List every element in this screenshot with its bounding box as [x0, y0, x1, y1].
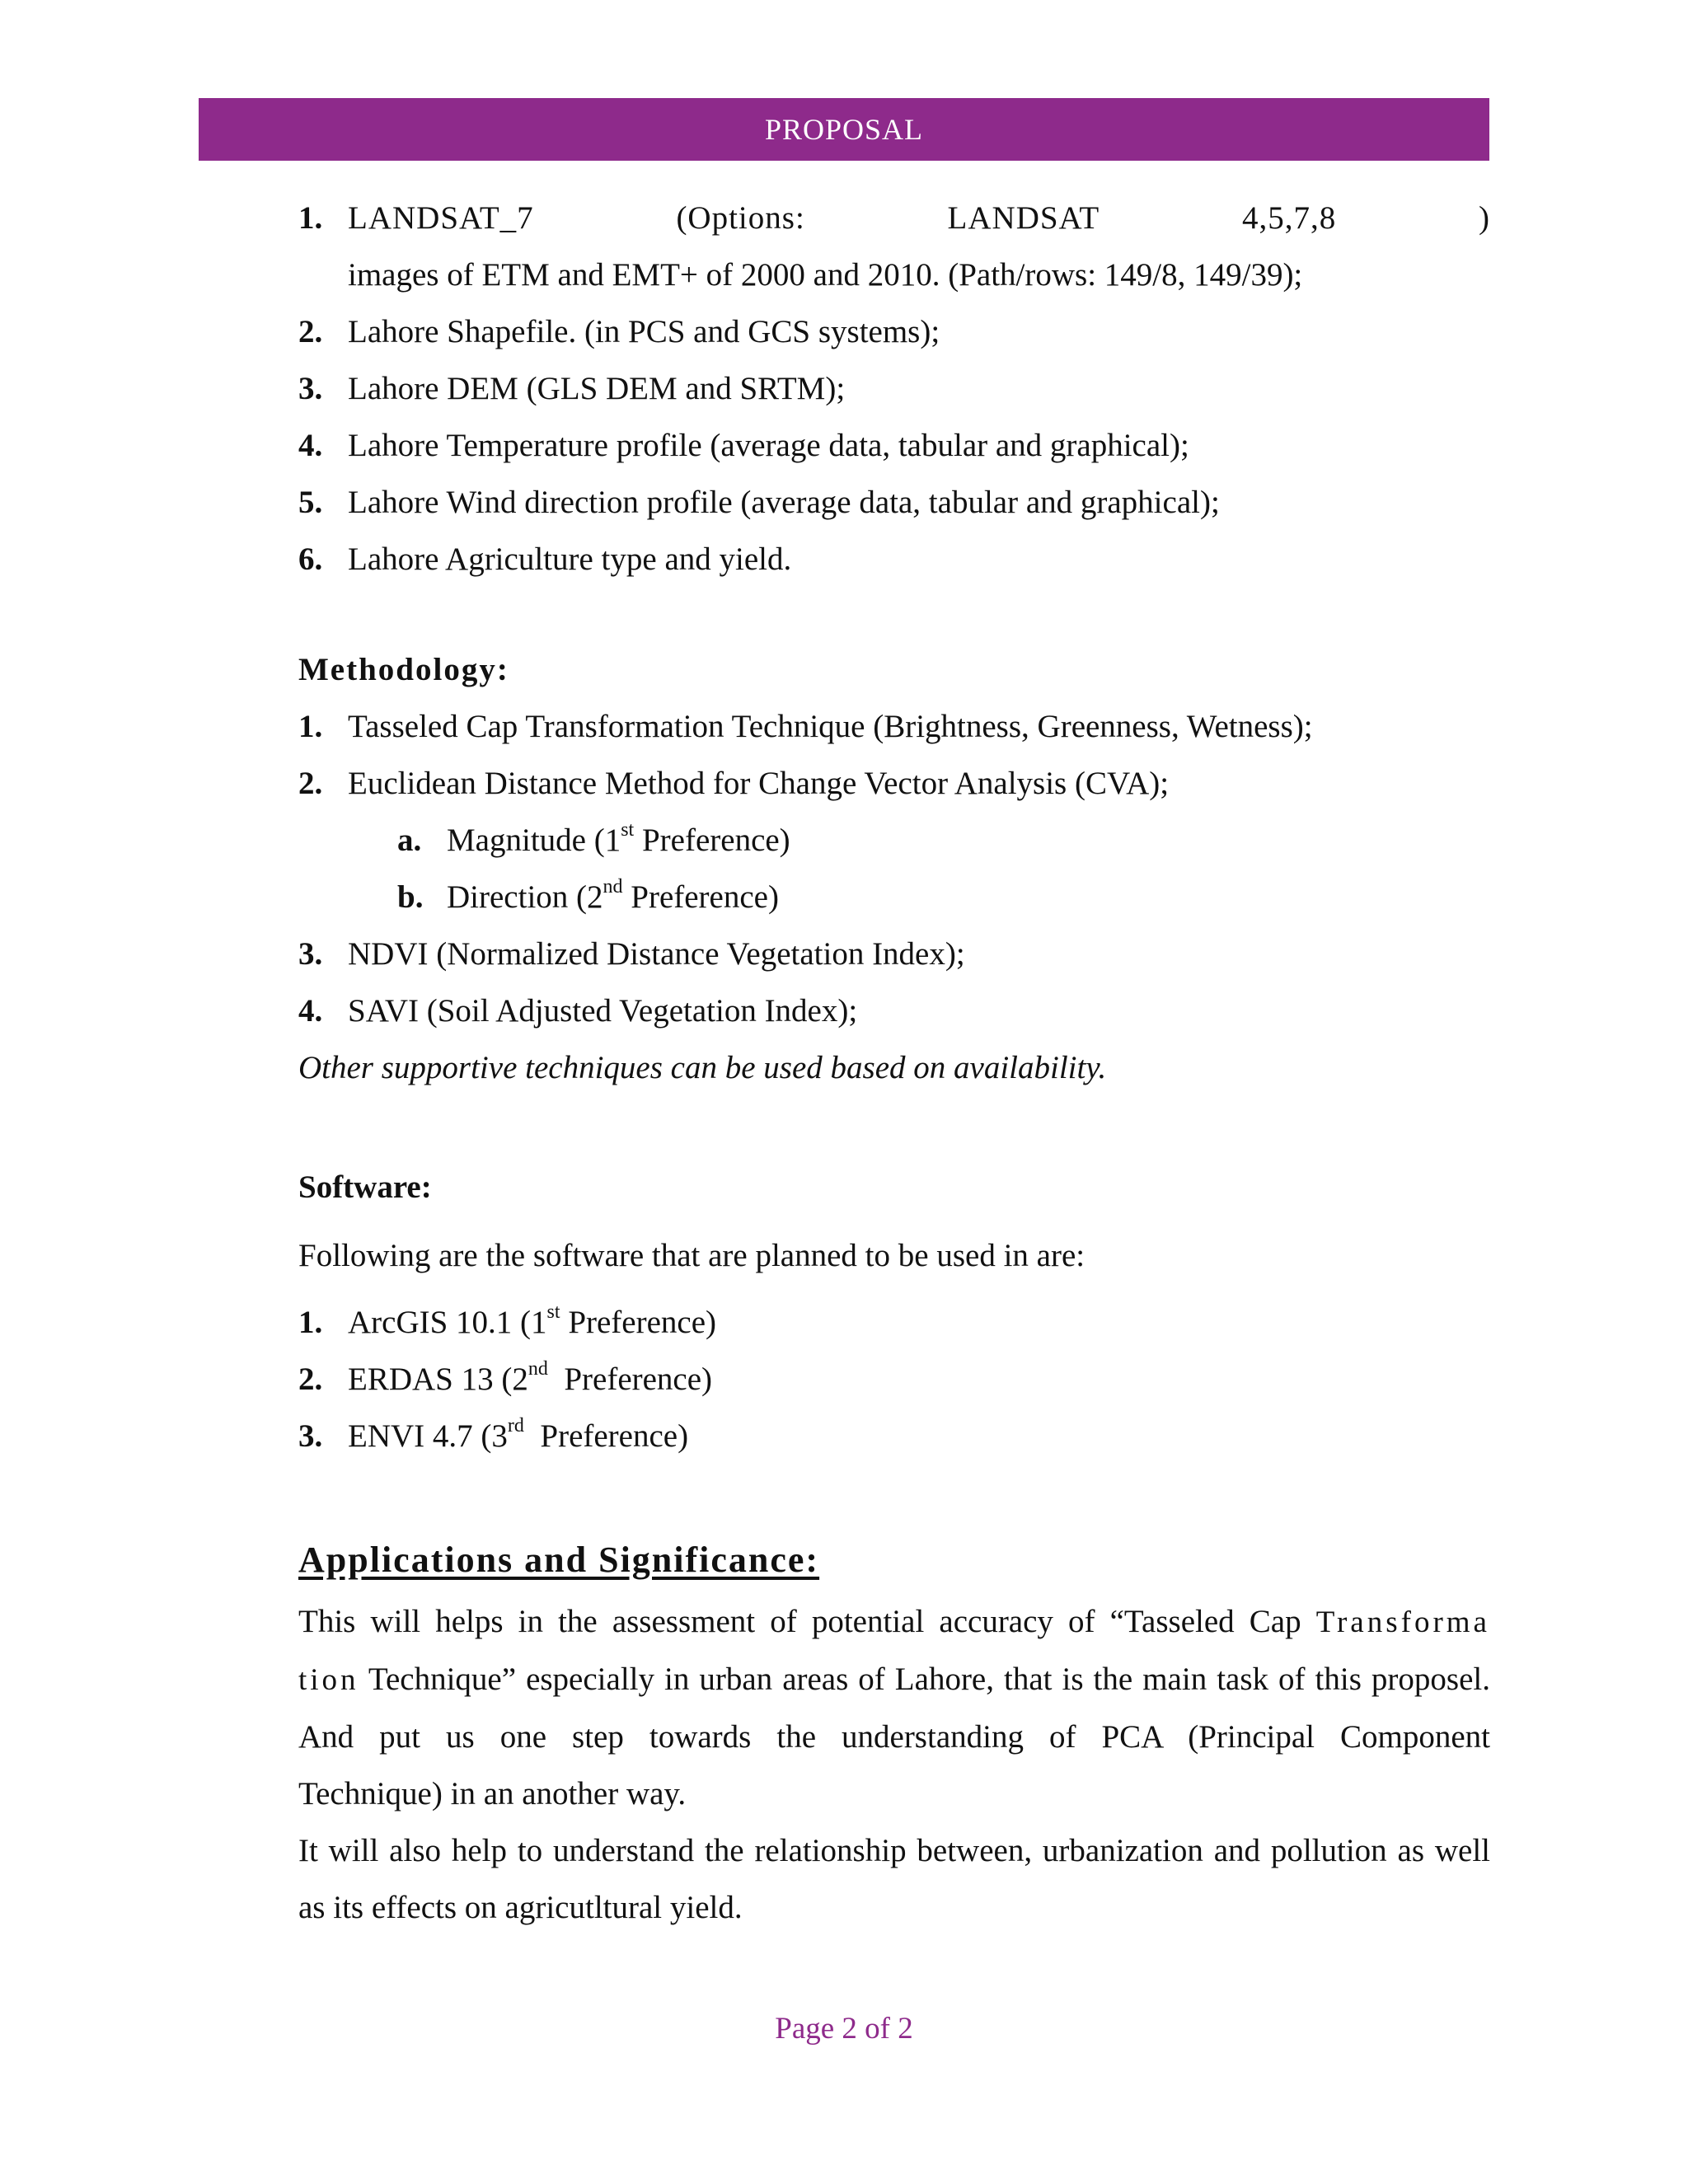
list-item: [298, 755, 1490, 812]
list-number: 5.: [298, 485, 323, 520]
list-text: Preference): [523, 1418, 689, 1454]
list-item: [298, 190, 1490, 303]
landsat-part: 4,5,7,8: [1241, 200, 1337, 236]
list-item: [298, 698, 1490, 755]
sub-list-letter: b.: [397, 879, 424, 915]
applications-text: Transforma: [1315, 1605, 1490, 1639]
sub-list-text: Preference): [634, 823, 790, 858]
list-item: [298, 360, 1490, 417]
list-number: 1.: [298, 1305, 323, 1340]
landsat-part: LANDSAT_7: [348, 200, 534, 236]
list-text: ArcGIS 10.1 (1: [348, 1305, 547, 1340]
list-number: 4.: [298, 428, 323, 463]
list-text: Euclidean Distance Method for Change Vector Analysis (CVA);: [348, 766, 1170, 801]
landsat-part: (Options:: [676, 200, 805, 236]
list-number: 2.: [298, 314, 323, 349]
list-item-continuation: images of ETM and EMT+ of 2000 and 2010. (Path/rows: 149/8, 149/39);: [348, 257, 1303, 293]
sub-list-text: Direction (2: [447, 879, 603, 915]
methodology-heading: Methodology:: [298, 652, 509, 687]
applications-text: This will helps in the assessment of potential accuracy of: [298, 1604, 1110, 1639]
sub-list-item: [298, 869, 1490, 926]
page-number: Page 2 of 2: [775, 2012, 913, 2046]
page-header-bar: [199, 98, 1489, 161]
applications-line: And put us one step towards the understanding of PCA (Principal Component: [298, 1719, 1490, 1755]
list-text: Lahore DEM (GLS DEM and SRTM);: [348, 371, 846, 406]
list-number: 2.: [298, 766, 323, 801]
list-item: [298, 1408, 1490, 1465]
methodology-note: Other supportive techniques can be used based on availability.: [298, 1050, 1107, 1085]
list-number: 1.: [298, 200, 323, 236]
list-number: 3.: [298, 371, 323, 406]
list-item: [298, 982, 1490, 1039]
landsat-line: [348, 190, 1490, 246]
ordinal-superscript: rd: [507, 1415, 524, 1436]
spacer: [298, 588, 1490, 641]
list-text: ENVI 4.7 (3: [348, 1418, 508, 1454]
software-heading: Software:: [298, 1169, 432, 1205]
list-number: 4.: [298, 993, 323, 1029]
list-text: SAVI (Soil Adjusted Vegetation Index);: [348, 993, 858, 1029]
list-number: 1.: [298, 709, 323, 744]
applications-line: [298, 1651, 1490, 1708]
sub-list-text: Magnitude (1: [447, 823, 621, 858]
sub-list-text: Preference): [622, 879, 779, 915]
applications-line: [298, 1593, 1490, 1651]
list-text: ERDAS 13 (2: [348, 1361, 528, 1397]
list-text: Lahore Temperature profile (average data, tabular and graphical);: [348, 428, 1189, 463]
applications-text: “Tasseled Cap: [1109, 1604, 1316, 1639]
ordinal-superscript: st: [546, 1301, 560, 1323]
spacer: [298, 1096, 1490, 1159]
list-text: Tasseled Cap Transformation Technique (Brightness, Greenness, Wetness);: [348, 709, 1313, 744]
spacer: [298, 1465, 1490, 1527]
software-intro: Following are the software that are planned to be used in are:: [298, 1238, 1085, 1273]
list-text: Lahore Agriculture type and yield.: [348, 541, 792, 577]
sub-list-letter: a.: [397, 823, 422, 858]
ordinal-superscript: st: [621, 819, 635, 841]
list-text: NDVI (Normalized Distance Vegetation Index);: [348, 936, 965, 972]
list-item: [298, 474, 1490, 531]
landsat-part: ): [1479, 200, 1490, 236]
list-text: Lahore Shapefile. (in PCS and GCS systems);: [348, 314, 940, 349]
list-number: 6.: [298, 541, 323, 577]
sub-list-item: [298, 812, 1490, 869]
list-text: Preference): [547, 1361, 713, 1397]
list-number: 3.: [298, 1418, 323, 1454]
list-item: [298, 1351, 1490, 1408]
applications-paragraph: It will also help to understand the relationship between, urbanization and pollution as well as its effects on agricutltural yield.: [298, 1833, 1490, 1925]
list-item: [298, 303, 1490, 360]
applications-text: Technique” especially in urban areas of Lahore, that is the main task of this proposel.: [359, 1661, 1490, 1697]
list-text: Lahore Wind direction profile (average data, tabular and graphical);: [348, 485, 1220, 520]
list-item: [298, 1294, 1490, 1351]
applications-line: Technique) in an another way.: [298, 1776, 687, 1811]
ordinal-superscript: nd: [603, 876, 623, 898]
landsat-part: LANDSAT: [947, 200, 1100, 236]
ordinal-superscript: nd: [528, 1358, 548, 1380]
list-text: Preference): [560, 1305, 717, 1340]
list-number: 2.: [298, 1361, 323, 1397]
applications-text: tion: [298, 1663, 359, 1697]
document-body: [298, 190, 1490, 1936]
list-number: 3.: [298, 936, 323, 972]
applications-heading: Applications and Significance:: [298, 1540, 820, 1580]
list-item: [298, 926, 1490, 982]
header-title: PROPOSAL: [764, 113, 924, 146]
list-item: [298, 417, 1490, 474]
list-item: [298, 531, 1490, 588]
